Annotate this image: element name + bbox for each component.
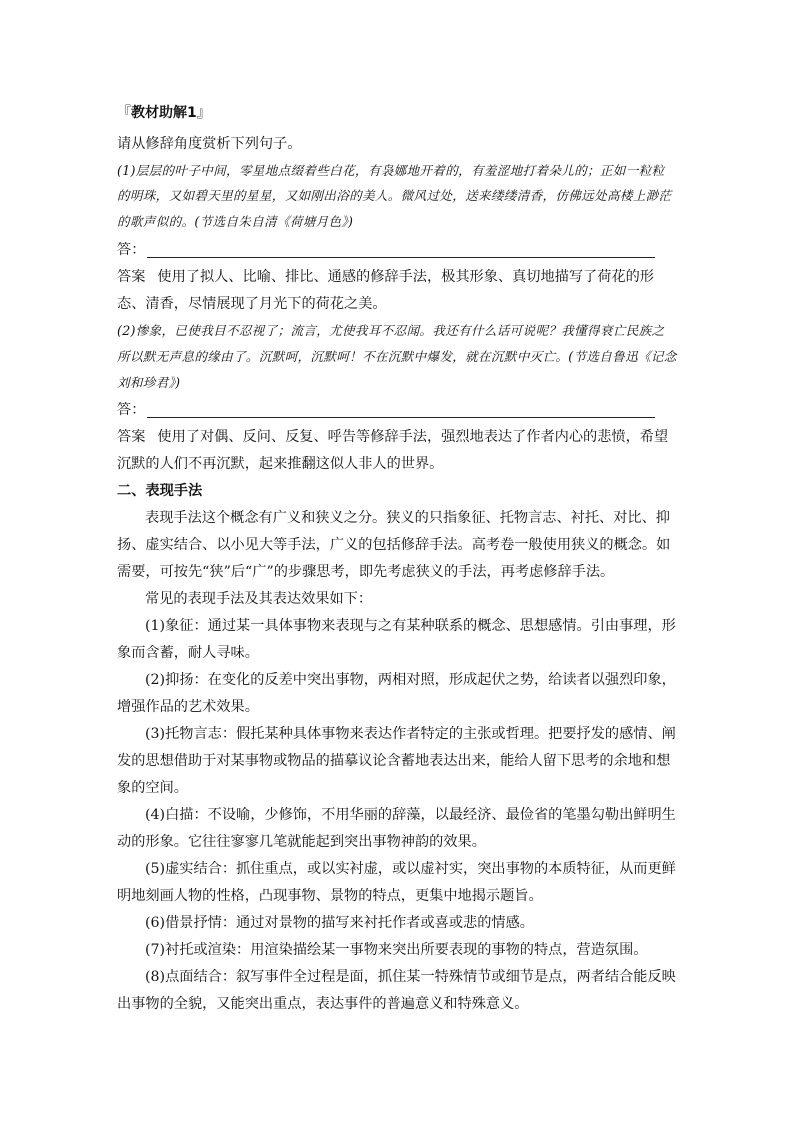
document-page: [117, 100, 677, 1018]
paragraph-2: 常见的表现手法及其表达效果如下：: [145, 591, 373, 608]
answer-2: [117, 424, 677, 478]
example-2: (2)惨象，已使我目不忍视了；流言，尤使我耳不忍闻。我还有什么话可说呢？我懂得衰亡民族之所以默无声息的缘由了。沉默呵，沉默呵！不在沉默中爆发，就在沉默中灭亡。(节选自鲁迅《记念刘和珍君》): [117, 322, 677, 390]
answer-prompt-1: 答：: [117, 242, 146, 259]
answer-underline-2[interactable]: [147, 399, 655, 418]
answer-tag-1: 答案: [117, 269, 146, 285]
technique-item-2: (2)抑扬：在变化的反差中突出事物，两相对照，形成起伏之势，给读者以强烈印象，增强作品的艺术效果。: [117, 672, 676, 716]
header-close-bracket: 』: [196, 105, 211, 121]
answer-blank-2[interactable]: [117, 397, 677, 424]
technique-item-5: (5)虚实结合：抓住重点，或以实衬虚，或以虚衬实，突出事物的本质特征，从而更鲜明地刻画人物的性格，凸现事物、景物的特点，更集中地揭示题旨。: [117, 861, 676, 905]
answer-text-2: 使用了对偶、反问、反复、呼告等修辞手法，强烈地表达了作者内心的悲愤，希望沉默的人们不再沉默，起来推翻这似人非人的世界。: [117, 429, 669, 473]
technique-item-1: (1)象征：通过某一具体事物来表现与之有某种联系的概念、思想感情。引由事理，形象而含蓄，耐人寻味。: [117, 618, 676, 662]
technique-item-8: (8)点面结合：叙写事件全过程是面，抓住某一特殊情节或细节是点，两者结合能反映出事物的全貌，又能突出重点，表达事件的普遍意义和特殊意义。: [117, 969, 676, 1013]
answer-1: [117, 264, 677, 318]
header-label: 教材助解1: [131, 105, 197, 121]
section-header: [117, 100, 677, 127]
answer-tag-2: 答案: [117, 429, 146, 446]
technique-item-7: (7)衬托或渲染：用渲染描绘某一事物来突出所要表现的事物的特点，营造氛围。: [145, 942, 648, 959]
answer-text-1: 使用了拟人、比喻、排比、通感的修辞手法，极其形象、真切地描写了荷花的形态、清香，尽情展现了月光下的荷花之美。: [117, 269, 654, 312]
technique-item-6: (6)借景抒情：通过对景物的描写来衬托作者或喜或悲的情感。: [145, 915, 534, 932]
answer-blank-1[interactable]: [117, 237, 677, 264]
technique-item-3: (3)托物言志：假托某种具体事物来表达作者特定的主张或哲理。把要抒发的感情、阐发的思想借助于对某事物或物品的描摹议论含蓄地表达出来，能给人留下思考的余地和想象的空间。: [117, 726, 676, 797]
technique-item-4: (4)白描：不设喻，少修饰，不用华丽的辞藻，以最经济、最俭省的笔墨勾勒出鲜明生动的形象。它往往寥寥几笔就能起到突出事物神韵的效果。: [117, 807, 676, 851]
header-open-bracket: 『: [117, 105, 131, 121]
answer-prompt-2: 答：: [117, 402, 146, 419]
paragraph-1: 表现手法这个概念有广义和狭义之分。狭义的只指象征、托物言志、衬托、对比、抑扬、虚实结合、以小见大等手法，广义的包括修辞手法。高考卷一般使用狭义的概念。如需要，可按先“狭”后“广”的步骤思考，即先考虑狭义的手法，再考虑修辞手法。: [117, 510, 671, 581]
section-2-title: 二、表现手法: [117, 483, 203, 500]
answer-underline-1[interactable]: [147, 239, 655, 258]
example-1: (1)层层的叶子中间，零星地点缀着些白花，有袅娜地开着的，有羞涩地打着朵儿的；正如一粒粒的明珠，又如碧天里的星星，又如刚出浴的美人。微风过处，送来缕缕清香，仿佛远处高楼上渺茫的歌声似的。(节选自朱自清《荷塘月色》): [117, 162, 672, 230]
instruction: 请从修辞角度赏析下列句子。: [117, 135, 302, 152]
